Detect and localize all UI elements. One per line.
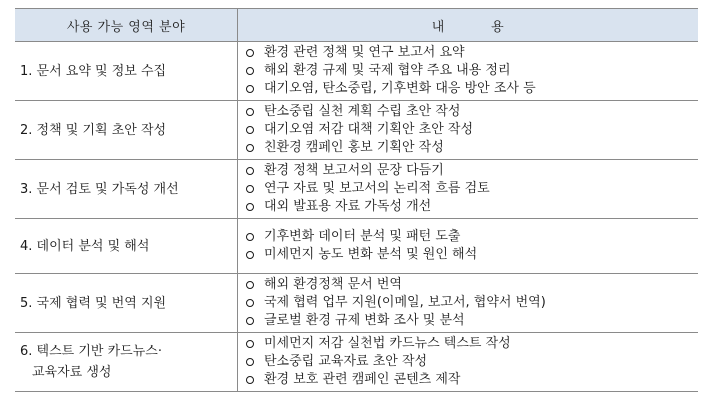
row-area-label (15, 333, 238, 392)
bullet-icon (246, 340, 254, 348)
bullet-icon (246, 108, 254, 116)
row-area-label: 2. 정책 및 기획 초안 작성 (15, 101, 238, 160)
list-item-text: 미세먼지 농도 변화 분석 및 원인 해석 (264, 247, 478, 262)
table-row (15, 333, 698, 392)
usage-table-container (15, 8, 698, 392)
list-item-text: 기후변화 데이터 분석 및 패턴 도출 (264, 229, 461, 244)
table-row (15, 219, 698, 274)
bullet-icon (246, 358, 254, 366)
table-row (15, 101, 698, 160)
table-row (15, 160, 698, 219)
row-content (238, 219, 699, 274)
list-item (246, 103, 698, 121)
bullet-icon (246, 203, 254, 211)
list-item-text: 연구 자료 및 보고서의 논리적 흐름 검토 (264, 181, 490, 196)
list-item (246, 44, 698, 62)
bullet-icon (246, 376, 254, 384)
list-item-text: 탄소중립 교육자료 초안 작성 (264, 354, 428, 369)
bullet-icon (246, 281, 254, 289)
list-item-text: 대기오염, 탄소중립, 기후변화 대응 방안 조사 등 (264, 81, 536, 96)
table-row (15, 274, 698, 333)
list-item (246, 276, 698, 294)
list-item (246, 180, 698, 198)
list-item (246, 353, 698, 371)
list-item-text: 환경 관련 정책 및 연구 보고서 요약 (264, 45, 465, 60)
list-item-text: 탄소중립 실천 계획 수립 초안 작성 (264, 104, 461, 119)
bullet-icon (246, 167, 254, 175)
list-item (246, 335, 698, 353)
header-content: 내 용 (238, 9, 699, 42)
list-item (246, 294, 698, 312)
list-item (246, 246, 698, 264)
header-area: 사용 가능 영역 분야 (15, 9, 238, 42)
bullet-icon (246, 126, 254, 134)
list-item-text: 친환경 캠페인 홍보 기획안 작성 (264, 140, 444, 155)
bullet-icon (246, 299, 254, 307)
bullet-icon (246, 185, 254, 193)
list-item-text: 미세먼지 저감 실천법 카드뉴스 텍스트 작성 (264, 336, 511, 351)
row-area-label: 1. 문서 요약 및 정보 수집 (15, 42, 238, 101)
usage-areas-table (15, 8, 698, 392)
bullet-icon (246, 251, 254, 259)
bullet-icon (246, 85, 254, 93)
row-content (238, 101, 699, 160)
row-content (238, 274, 699, 333)
table-header-row (15, 9, 698, 42)
list-item (246, 62, 698, 80)
bullet-icon (246, 317, 254, 325)
list-item (246, 162, 698, 180)
list-item (246, 80, 698, 98)
bullet-icon (246, 49, 254, 57)
row-area-label: 5. 국제 협력 및 번역 지원 (15, 274, 238, 333)
list-item (246, 228, 698, 246)
list-item-text: 환경 정책 보고서의 문장 다듬기 (264, 163, 444, 178)
row-area-label-line1: 6. 텍스트 기반 카드뉴스· (20, 344, 162, 359)
list-item-text: 대외 발표용 자료 가독성 개선 (264, 199, 432, 214)
row-area-label-line2: 교육자료 생성 (32, 365, 112, 380)
list-item-text: 해외 환경정책 문서 번역 (264, 277, 402, 292)
list-item-text: 해외 환경 규제 및 국제 협약 주요 내용 정리 (264, 63, 511, 78)
table-row (15, 42, 698, 101)
list-item (246, 121, 698, 139)
list-item-text: 대기오염 저감 대책 기획안 초안 작성 (264, 122, 474, 137)
list-item (246, 371, 698, 389)
bullet-icon (246, 144, 254, 152)
bullet-icon (246, 67, 254, 75)
bullet-icon (246, 233, 254, 241)
row-content (238, 333, 699, 392)
row-area-label: 3. 문서 검토 및 가독성 개선 (15, 160, 238, 219)
row-content (238, 42, 699, 101)
list-item-text: 환경 보호 관련 캠페인 콘텐츠 제작 (264, 372, 461, 387)
list-item-text: 글로벌 환경 규제 변화 조사 및 분석 (264, 313, 465, 328)
list-item-text: 국제 협력 업무 지원(이메일, 보고서, 협약서 번역) (264, 295, 546, 310)
row-area-label: 4. 데이터 분석 및 해석 (15, 219, 238, 274)
list-item (246, 198, 698, 216)
list-item (246, 312, 698, 330)
row-content (238, 160, 699, 219)
list-item (246, 139, 698, 157)
